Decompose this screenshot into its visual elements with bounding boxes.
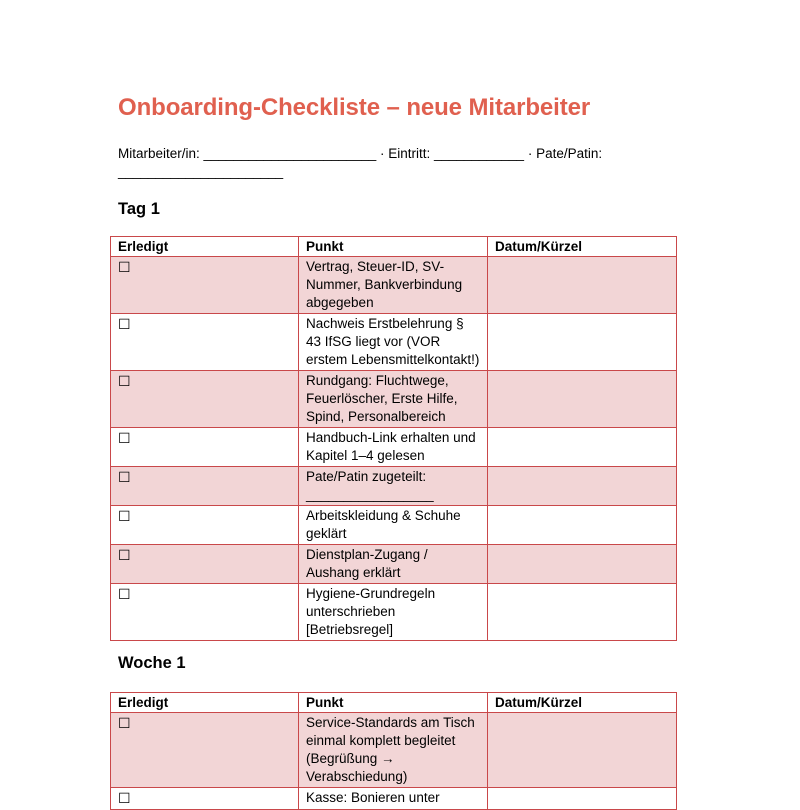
checkbox[interactable] bbox=[111, 314, 299, 371]
date-initials-field[interactable] bbox=[488, 257, 677, 314]
item-text: Hygiene-Grundregeln unterschrieben [Betriebsregel] bbox=[299, 584, 488, 641]
date-initials-field[interactable] bbox=[488, 467, 677, 506]
checkbox[interactable] bbox=[111, 467, 299, 506]
table-row bbox=[111, 467, 677, 506]
column-header-done: Erledigt bbox=[111, 693, 299, 713]
table-row bbox=[111, 428, 677, 467]
employee-info-line: Mitarbeiter/in: _______________________ · Eintritt: ____________ · Pate/Patin: ______________________ bbox=[118, 146, 603, 179]
checkbox-icon: ☐ bbox=[118, 316, 131, 332]
item-text: Pate/Patin zugeteilt: _________________ bbox=[299, 467, 488, 506]
table-row bbox=[111, 584, 677, 641]
checkbox[interactable] bbox=[111, 545, 299, 584]
table-row bbox=[111, 788, 677, 810]
column-header-item: Punkt bbox=[299, 693, 488, 713]
date-initials-field[interactable] bbox=[488, 788, 677, 810]
section-title-week-1: Woche 1 bbox=[118, 654, 186, 672]
checkbox-icon: ☐ bbox=[118, 430, 131, 446]
checklist-table-week-1 bbox=[110, 692, 677, 810]
date-initials-field[interactable] bbox=[488, 314, 677, 371]
date-initials-field[interactable] bbox=[488, 506, 677, 545]
item-text: Kasse: Bonieren unter bbox=[299, 788, 488, 810]
table-header-row bbox=[111, 693, 677, 713]
table-header-row bbox=[111, 237, 677, 257]
item-text: Vertrag, Steuer-ID, SV-Nummer, Bankverbindung abgegeben bbox=[299, 257, 488, 314]
checklist-table-day-1 bbox=[110, 236, 677, 641]
table-row bbox=[111, 257, 677, 314]
checkbox[interactable] bbox=[111, 257, 299, 314]
checkbox[interactable] bbox=[111, 584, 299, 641]
checkbox-icon: ☐ bbox=[118, 508, 131, 524]
checkbox[interactable] bbox=[111, 713, 299, 788]
table-row bbox=[111, 314, 677, 371]
date-initials-field[interactable] bbox=[488, 371, 677, 428]
table-row bbox=[111, 713, 677, 788]
checkbox-icon: ☐ bbox=[118, 547, 131, 563]
column-header-done: Erledigt bbox=[111, 237, 299, 257]
table-row bbox=[111, 545, 677, 584]
date-initials-field[interactable] bbox=[488, 545, 677, 584]
date-initials-field[interactable] bbox=[488, 428, 677, 467]
item-text: Service-Standards am Tisch einmal komplett begleitet (Begrüßung → Verabschiedung) bbox=[299, 713, 488, 788]
date-initials-field[interactable] bbox=[488, 584, 677, 641]
section-title-day-1: Tag 1 bbox=[118, 200, 160, 218]
table-row bbox=[111, 506, 677, 545]
date-initials-field[interactable] bbox=[488, 713, 677, 788]
checkbox-icon: ☐ bbox=[118, 373, 131, 389]
item-text: Rundgang: Fluchtwege, Feuerlöscher, Erste Hilfe, Spind, Personalbereich bbox=[299, 371, 488, 428]
checkbox[interactable] bbox=[111, 788, 299, 810]
checkbox[interactable] bbox=[111, 506, 299, 545]
column-header-item: Punkt bbox=[299, 237, 488, 257]
checkbox-icon: ☐ bbox=[118, 259, 131, 275]
column-header-date: Datum/Kürzel bbox=[488, 693, 677, 713]
column-header-date: Datum/Kürzel bbox=[488, 237, 677, 257]
checkbox-icon: ☐ bbox=[118, 469, 131, 485]
checkbox-icon: ☐ bbox=[118, 790, 131, 806]
item-text: Arbeitskleidung & Schuhe geklärt bbox=[299, 506, 488, 545]
checkbox-icon: ☐ bbox=[118, 586, 131, 602]
item-text: Nachweis Erstbelehrung § 43 IfSG liegt vor (VOR erstem Lebensmittelkontakt!) bbox=[299, 314, 488, 371]
item-text: Handbuch-Link erhalten und Kapitel 1–4 gelesen bbox=[299, 428, 488, 467]
document-title: Onboarding-Checkliste – neue Mitarbeiter bbox=[118, 94, 591, 121]
checkbox-icon: ☐ bbox=[118, 715, 131, 731]
checkbox[interactable] bbox=[111, 428, 299, 467]
table-row bbox=[111, 371, 677, 428]
item-text: Dienstplan-Zugang / Aushang erklärt bbox=[299, 545, 488, 584]
checkbox[interactable] bbox=[111, 371, 299, 428]
